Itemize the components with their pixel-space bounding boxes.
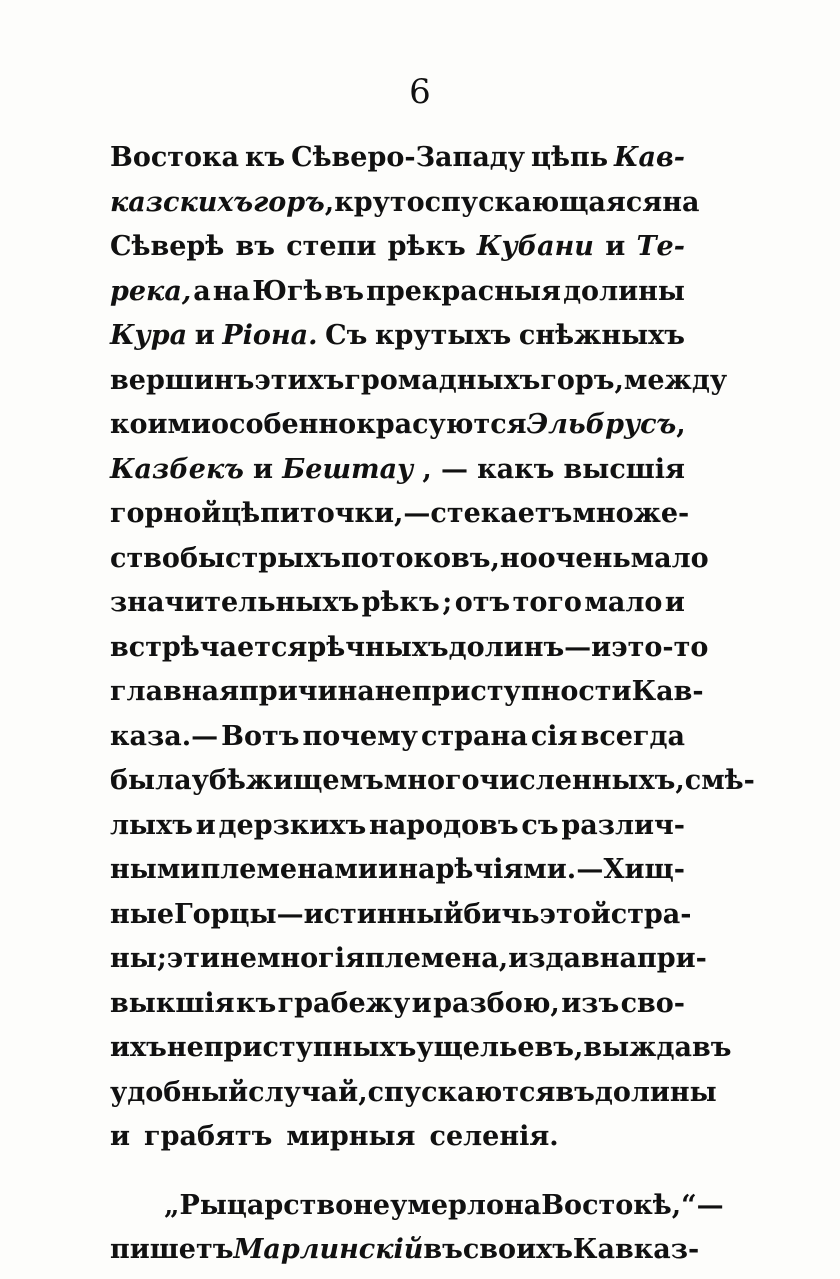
word: грабятъ xyxy=(144,1121,273,1152)
word: неприступныхъ xyxy=(166,1032,417,1063)
text-line xyxy=(110,542,709,588)
text-line xyxy=(110,186,700,232)
word: истинный xyxy=(303,898,464,930)
word: въ xyxy=(235,231,275,262)
word: громадныхъ xyxy=(344,364,541,396)
word: потоковъ, xyxy=(340,542,500,574)
text-line xyxy=(110,409,685,454)
word: нарѣчіями. xyxy=(398,854,577,885)
word: сія xyxy=(530,720,578,752)
word: долинъ—и xyxy=(448,631,612,663)
word: вершинъ xyxy=(110,364,255,396)
word: спускаются xyxy=(367,1076,556,1108)
word: грабежу xyxy=(277,987,411,1019)
word: — xyxy=(576,854,604,885)
text-line xyxy=(110,854,685,899)
text-line xyxy=(110,454,685,499)
italic-word: горъ xyxy=(253,186,325,218)
word: каза.— xyxy=(110,720,219,752)
word: и xyxy=(253,453,274,485)
word: того xyxy=(512,587,582,618)
text-line xyxy=(110,810,685,855)
word: высшія xyxy=(563,453,685,485)
word: а xyxy=(193,275,211,307)
word: при- xyxy=(636,943,707,974)
word: почему xyxy=(302,720,418,752)
word: красуются xyxy=(356,409,527,440)
text-line xyxy=(110,1234,700,1279)
text-line xyxy=(110,142,685,187)
text-line xyxy=(110,320,685,365)
word: на xyxy=(662,186,700,218)
word: ными xyxy=(110,854,201,885)
word: , xyxy=(676,409,686,440)
word: народовъ xyxy=(368,809,519,841)
word: на xyxy=(503,1189,542,1221)
italic-word: Кав- xyxy=(613,142,685,173)
word: Съ xyxy=(325,320,368,351)
word: издавна xyxy=(508,943,637,974)
word: различ- xyxy=(561,809,685,841)
word: крутыхъ xyxy=(374,320,512,351)
word: эти xyxy=(166,943,220,974)
italic-word: Ріона. xyxy=(222,320,318,351)
word: лыхъ xyxy=(110,809,193,841)
word: выкшія xyxy=(110,987,235,1019)
word: сво- xyxy=(620,987,685,1019)
text-line xyxy=(110,1189,724,1235)
word: особенно xyxy=(211,409,357,440)
text-line xyxy=(110,631,709,677)
word: Сѣверо-Западу xyxy=(291,142,526,173)
word: бичь xyxy=(463,898,540,930)
text-line xyxy=(110,765,755,810)
text-line xyxy=(110,587,685,632)
word: — xyxy=(403,498,431,529)
text-line xyxy=(110,1032,732,1077)
word: страна xyxy=(421,720,528,752)
word: Сѣверѣ xyxy=(110,231,225,262)
word: немногія xyxy=(220,943,365,974)
word: , xyxy=(422,453,432,485)
word: въ xyxy=(324,275,365,307)
italic-word: река, xyxy=(110,275,192,307)
word: и xyxy=(411,987,432,1019)
word: ущельевъ, xyxy=(416,1032,584,1063)
word: изъ xyxy=(561,987,620,1019)
word: долины xyxy=(594,1076,717,1108)
word: степи xyxy=(286,231,377,262)
word: но xyxy=(499,542,538,574)
word: ство xyxy=(110,542,180,574)
word: какъ xyxy=(477,453,555,485)
word: и xyxy=(378,854,399,885)
word: Кавказ- xyxy=(572,1234,700,1265)
word: Востока xyxy=(110,142,240,173)
word: главная xyxy=(110,676,240,707)
word: этой xyxy=(539,898,611,930)
word: причина xyxy=(239,676,375,707)
word: ; xyxy=(442,587,453,618)
word: была xyxy=(110,765,192,796)
word: умерло xyxy=(390,1189,504,1221)
text-line xyxy=(110,1076,717,1122)
word: этихъ xyxy=(254,364,345,396)
word: племена, xyxy=(364,943,509,974)
word: убѣжищемъ xyxy=(191,765,384,796)
word: Востокѣ,“— xyxy=(541,1189,724,1221)
text-line xyxy=(110,1121,685,1166)
word: „Рыцарство xyxy=(164,1189,354,1221)
word: и xyxy=(605,231,626,262)
text-line xyxy=(110,898,692,944)
word: Югѣ xyxy=(252,275,323,307)
word: долины xyxy=(563,275,685,307)
word: выждавъ xyxy=(583,1032,732,1063)
word: селенія. xyxy=(429,1121,559,1152)
word: мирныя xyxy=(286,1121,416,1152)
text-line xyxy=(110,988,685,1033)
word: рѣкъ xyxy=(361,587,440,618)
word: на xyxy=(212,275,251,307)
paragraph-gap xyxy=(110,1166,685,1190)
word: Горцы xyxy=(174,898,277,930)
italic-word: Те- xyxy=(636,231,685,262)
word: — xyxy=(276,898,304,930)
word: мало xyxy=(630,542,709,574)
word: Кав- xyxy=(631,676,704,707)
word: ихъ xyxy=(110,1032,167,1063)
italic-word: Казбекъ xyxy=(110,453,244,485)
word: Вотъ xyxy=(221,720,300,752)
word: къ xyxy=(244,142,286,173)
word: всегда xyxy=(580,720,685,752)
text-line xyxy=(110,676,704,721)
word: коими xyxy=(110,409,212,440)
word: стекаетъ xyxy=(430,498,573,529)
italic-word: казскихъ xyxy=(110,186,254,218)
word: мало xyxy=(584,587,663,618)
word: стра- xyxy=(610,898,692,930)
word: встрѣчается xyxy=(110,631,308,663)
word: многочисленныхъ, xyxy=(383,765,685,796)
page-number: 6 xyxy=(409,72,431,112)
word: рѣкъ xyxy=(387,231,466,262)
italic-word: Кура xyxy=(110,320,188,351)
italic-word: Бештау xyxy=(282,453,414,485)
word: смѣ- xyxy=(684,765,755,796)
italic-word: Кубани xyxy=(476,231,594,262)
word: не xyxy=(353,1189,391,1221)
word: племенами xyxy=(200,854,378,885)
italic-word: Марлинскій xyxy=(233,1234,424,1265)
text-line xyxy=(110,721,685,766)
word: спускающаяся xyxy=(424,186,663,218)
word: это-то xyxy=(611,631,709,663)
word: отъ xyxy=(454,587,511,618)
word: множе- xyxy=(572,498,690,529)
text-line xyxy=(110,943,707,988)
word: случай, xyxy=(248,1076,368,1108)
word: ны; xyxy=(110,943,167,974)
word: быстрыхъ xyxy=(179,542,341,574)
word: цѣпь xyxy=(531,142,609,173)
word: пишетъ xyxy=(110,1234,234,1265)
word: къ xyxy=(235,987,277,1019)
word: своихъ xyxy=(462,1234,573,1265)
word: разбою, xyxy=(433,987,560,1019)
word: въ xyxy=(555,1076,595,1108)
word: горъ, xyxy=(540,364,624,396)
text-line xyxy=(110,498,690,543)
body-text xyxy=(110,142,755,1279)
word: цѣпи xyxy=(221,498,300,529)
word: неприступности xyxy=(374,676,632,707)
word: дерзкихъ xyxy=(218,809,367,841)
word: съ xyxy=(521,809,559,841)
text-line xyxy=(110,276,685,321)
word: снѣжныхъ xyxy=(518,320,685,351)
word: прекрасныя xyxy=(366,275,561,307)
word: и xyxy=(194,320,215,351)
word: Хищ- xyxy=(603,854,685,885)
text-line xyxy=(110,364,728,410)
text-line xyxy=(110,231,685,276)
word: точки, xyxy=(299,498,404,529)
word: ные xyxy=(110,898,175,930)
word: — xyxy=(440,453,468,485)
word: и xyxy=(195,809,216,841)
word: и xyxy=(110,1121,131,1152)
italic-word: Эльбрусъ xyxy=(526,409,677,440)
word: горной xyxy=(110,498,222,529)
word: очень xyxy=(537,542,631,574)
word: въ xyxy=(423,1234,463,1265)
word: удобный xyxy=(110,1076,249,1108)
word: , xyxy=(324,186,335,218)
word: круто xyxy=(334,186,425,218)
word: значительныхъ xyxy=(110,587,360,618)
word: между xyxy=(623,364,728,396)
word: и xyxy=(664,587,685,618)
word: рѣчныхъ xyxy=(307,631,449,663)
